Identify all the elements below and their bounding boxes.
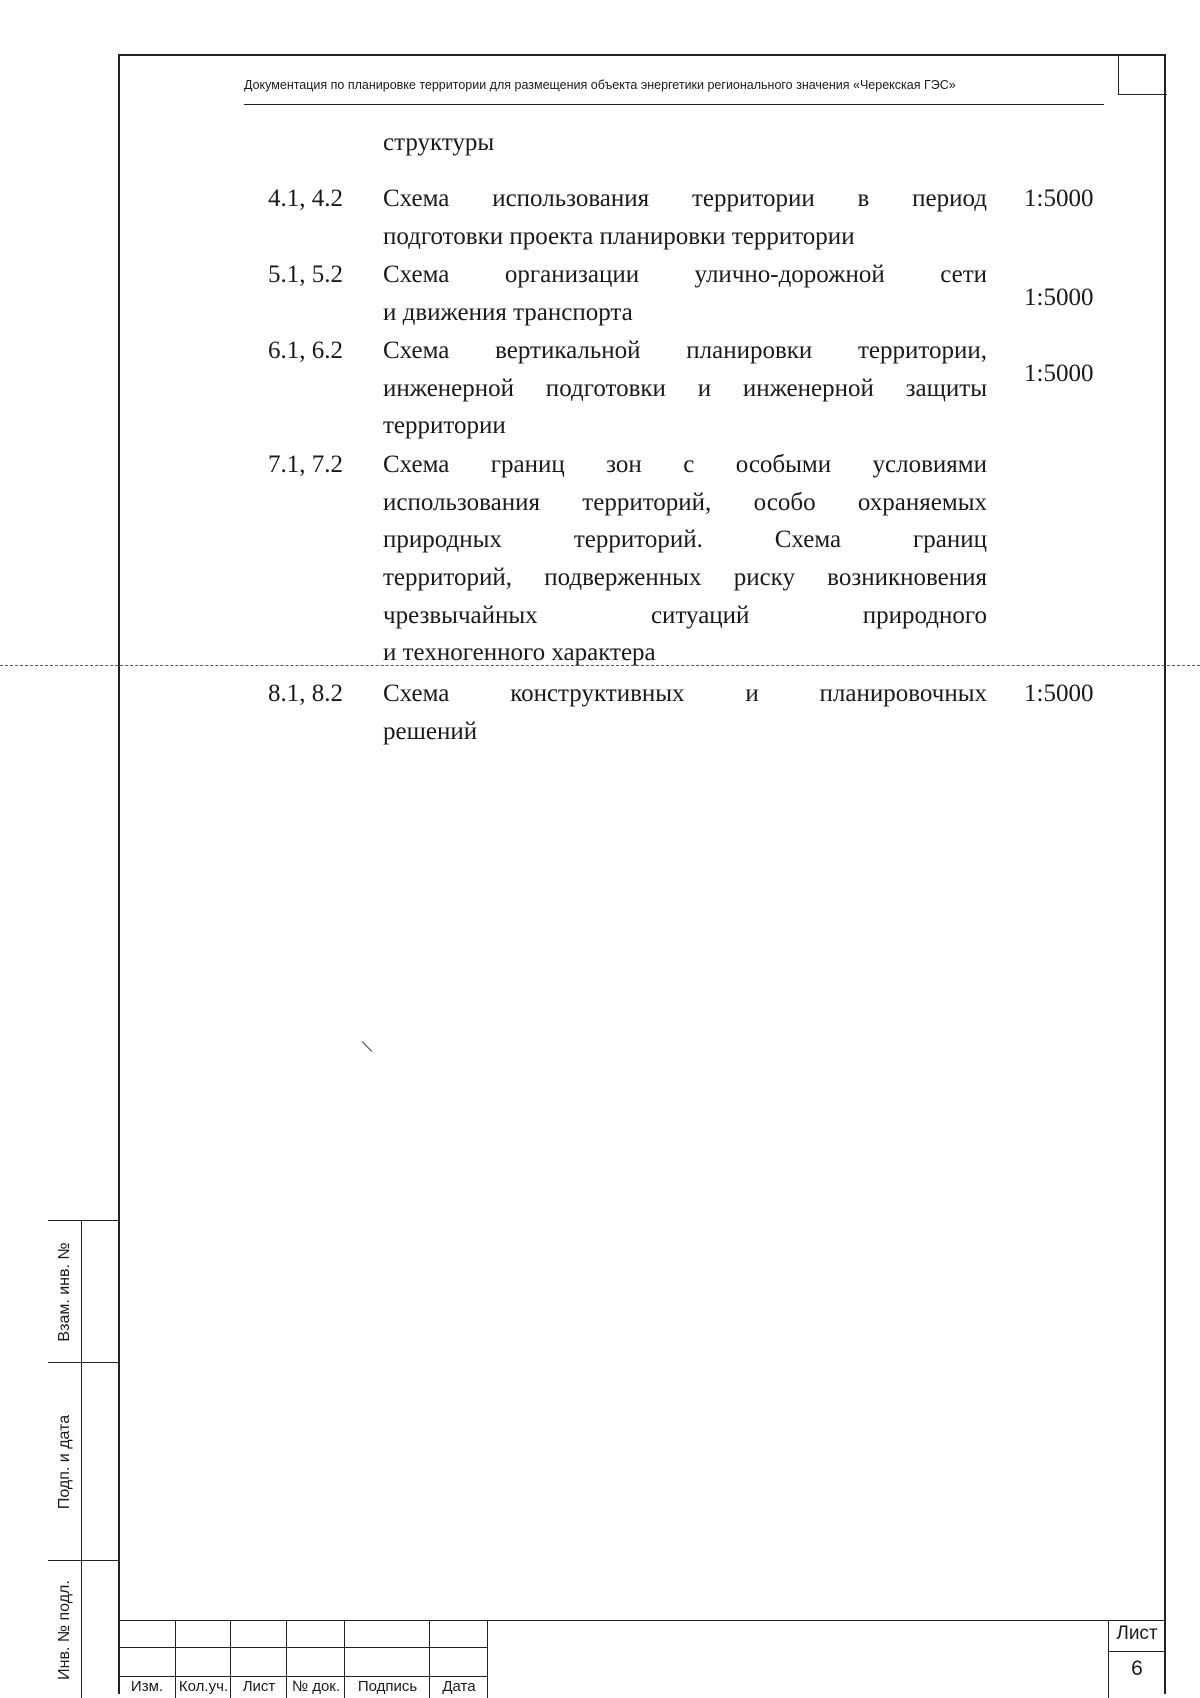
entry-line: Схема конструктивных и планировочных bbox=[383, 680, 987, 707]
header-underline bbox=[244, 104, 1104, 105]
entry-scale: 1:5000 bbox=[1024, 360, 1094, 387]
side-label-inv: Инв. № подл. bbox=[55, 1579, 73, 1680]
tb-label-ndok: № док. bbox=[291, 1678, 341, 1695]
tb-label-data: Дата bbox=[442, 1678, 476, 1695]
sheet-number: 6 bbox=[1131, 1657, 1143, 1680]
side-cell-inv bbox=[48, 1561, 118, 1698]
entry-scale: 1:5000 bbox=[1024, 680, 1094, 707]
entry-line: решений bbox=[383, 717, 478, 745]
entry-line: чрезвычайных ситуаций природного bbox=[383, 601, 987, 629]
entry-line: и движения транспорта bbox=[383, 298, 633, 326]
tb-label-podpis: Подпись bbox=[357, 1678, 418, 1695]
entry-line: подготовки проекта планировки территории bbox=[383, 222, 855, 250]
entry-number: 8.1, 8.2 bbox=[268, 680, 343, 707]
side-label-box bbox=[48, 1363, 82, 1560]
entry-scale: 1:5000 bbox=[1024, 185, 1094, 212]
title-block bbox=[118, 1620, 1166, 1698]
side-label-box bbox=[48, 1221, 82, 1362]
entry-scale: 1:5000 bbox=[1024, 284, 1094, 311]
header-corner-box bbox=[1118, 54, 1167, 95]
continuation-text: структуры bbox=[383, 129, 495, 156]
entry-number: 5.1, 5.2 bbox=[268, 261, 343, 288]
side-cell-podp bbox=[48, 1363, 118, 1561]
entry-line: инженерной подготовки и инженерной защиты bbox=[383, 374, 987, 402]
side-label-box bbox=[48, 1561, 82, 1698]
entry-description bbox=[383, 332, 987, 445]
entry-line: Схема организации улично-дорожной сети bbox=[383, 261, 987, 288]
entry-line: территорий, подверженных риску возникновения bbox=[383, 564, 987, 592]
tb-label-izm: Изм. bbox=[130, 1678, 164, 1695]
entry-number: 7.1, 7.2 bbox=[268, 451, 343, 478]
entry-description bbox=[383, 675, 987, 750]
entry-description bbox=[383, 446, 987, 672]
entry-line: природных территорий. Схема границ bbox=[383, 526, 987, 554]
side-label-podp: Подп. и дата bbox=[55, 1414, 73, 1509]
entry-line: Схема использования территории в период bbox=[383, 185, 987, 212]
tb-row-line bbox=[118, 1676, 488, 1677]
sheet-number-box bbox=[1108, 1621, 1166, 1698]
tb-row-line bbox=[118, 1647, 488, 1648]
entry-number: 4.1, 4.2 bbox=[268, 185, 343, 212]
entry-line: Схема границ зон с особыми условиями bbox=[383, 451, 987, 478]
entry-number: 6.1, 6.2 bbox=[268, 337, 343, 364]
side-label-vzam: Взам. инв. № bbox=[55, 1241, 73, 1342]
title-block-grid bbox=[118, 1621, 488, 1698]
entry-description bbox=[383, 256, 987, 331]
sheet-label: Лист bbox=[1116, 1623, 1158, 1644]
dashed-divider bbox=[0, 665, 1200, 666]
document-header: Документация по планировке территории для размещения объекта энергетики регионального значения «Черекская ГЭС» bbox=[244, 78, 956, 92]
entry-line: использования территорий, особо охраняемых bbox=[383, 488, 987, 516]
side-cell-vzam bbox=[48, 1221, 118, 1363]
tb-label-list: Лист bbox=[242, 1678, 276, 1695]
entry-description bbox=[383, 180, 987, 255]
tb-label-kol: Кол.уч. bbox=[178, 1678, 229, 1695]
entry-line: и техногенного характера bbox=[383, 639, 656, 667]
entry-line: территории bbox=[383, 412, 506, 440]
entry-line: Схема вертикальной планировки территории, bbox=[383, 337, 987, 364]
sheet-divider bbox=[1109, 1651, 1165, 1652]
side-stamp bbox=[48, 1220, 118, 1698]
